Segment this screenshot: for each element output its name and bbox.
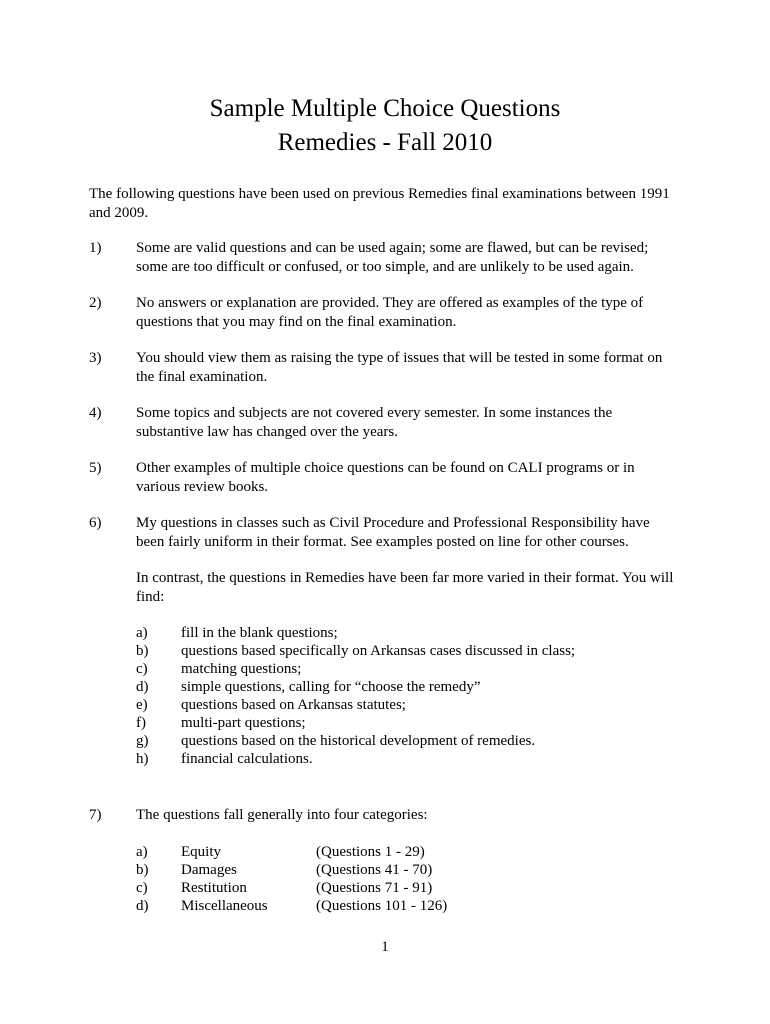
- category-name: Equity: [181, 844, 221, 860]
- item-text: Some topics and subjects are not covered every semester. In some instances the substantive law has changed over the years.: [136, 405, 613, 440]
- item-text: You should view them as raising the type of issues that will be tested in some format on the final examination.: [136, 350, 663, 385]
- format-letter: e): [136, 697, 148, 713]
- item-text: Some are valid questions and can be used again; some are flawed, but can be revised; some are too difficult or confused, or too simple, and are unlikely to be used again.: [136, 240, 649, 275]
- category-name: Restitution: [181, 880, 247, 896]
- format-letter: d): [136, 679, 149, 695]
- item-number: 4): [89, 405, 102, 421]
- item-text: My questions in classes such as Civil Procedure and Professional Responsibility have been fairly uniform in their format. See examples posted on line for other courses.: [136, 515, 650, 550]
- category-letter: d): [136, 898, 149, 914]
- item-text: The questions fall generally into four categories:: [136, 807, 428, 823]
- page-subtitle: Remedies - Fall 2010: [277, 129, 493, 156]
- category-letter: a): [136, 844, 148, 860]
- format-letter: c): [136, 661, 148, 677]
- format-item: fill in the blank questions;: [181, 625, 338, 641]
- format-letter: g): [136, 733, 149, 749]
- page-title: Sample Multiple Choice Questions: [209, 95, 561, 122]
- format-item: multi-part questions;: [181, 715, 306, 731]
- format-item: questions based specifically on Arkansas cases discussed in class;: [181, 643, 576, 659]
- item-number: 6): [89, 515, 102, 531]
- format-item: simple questions, calling for “choose the remedy”: [181, 679, 481, 695]
- category-letter: b): [136, 862, 149, 878]
- item-number: 7): [89, 807, 102, 823]
- item-6-contrast-paragraph: In contrast, the questions in Remedies have been far more varied in their format. You will find:: [136, 570, 674, 605]
- format-letter: h): [136, 751, 149, 767]
- category-questions: (Questions 41 - 70): [316, 862, 433, 878]
- format-letter: a): [136, 625, 148, 641]
- category-questions: (Questions 101 - 126): [316, 898, 448, 914]
- category-name: Damages: [181, 862, 237, 878]
- format-letter: b): [136, 643, 149, 659]
- page-number: 1: [381, 939, 389, 955]
- category-letter: c): [136, 880, 148, 896]
- category-questions: (Questions 1 - 29): [316, 844, 425, 860]
- item-number: 2): [89, 295, 102, 311]
- format-item: matching questions;: [181, 661, 302, 677]
- format-letter: f): [136, 715, 146, 731]
- item-text: Other examples of multiple choice questions can be found on CALI programs or in various review books.: [136, 460, 635, 495]
- category-questions: (Questions 71 - 91): [316, 880, 433, 896]
- item-text: No answers or explanation are provided. They are offered as examples of the type of questions that you may find on the final examination.: [136, 295, 644, 330]
- item-number: 3): [89, 350, 102, 366]
- format-item: financial calculations.: [181, 751, 313, 767]
- intro-paragraph: The following questions have been used on previous Remedies final examinations between 1991 and 2009.: [89, 186, 670, 221]
- format-item: questions based on the historical development of remedies.: [181, 733, 536, 749]
- format-item: questions based on Arkansas statutes;: [181, 697, 406, 713]
- category-name: Miscellaneous: [181, 898, 268, 914]
- item-number: 1): [89, 240, 102, 256]
- item-number: 5): [89, 460, 102, 476]
